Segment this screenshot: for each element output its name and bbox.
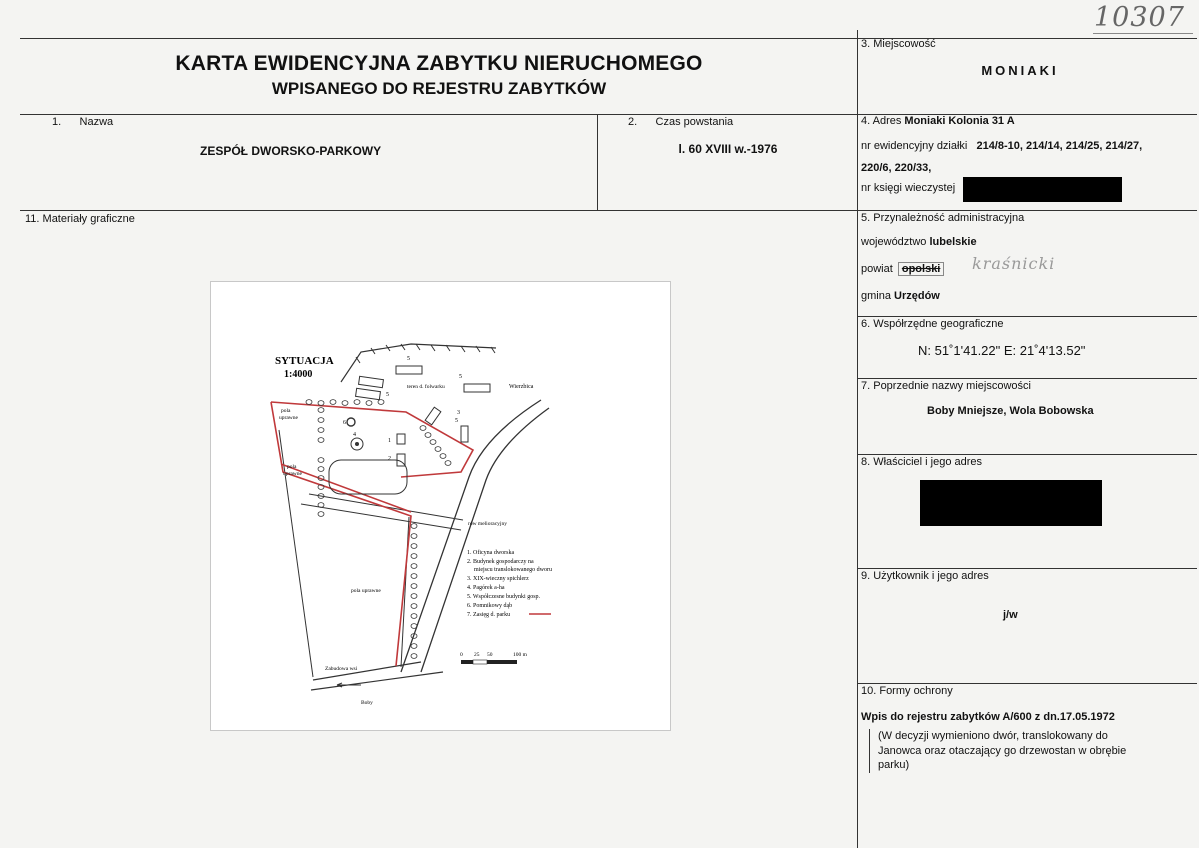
tree-symbol — [378, 400, 384, 405]
rule-r7 — [857, 378, 1197, 379]
commune-row — [861, 290, 940, 302]
tree-symbol — [430, 440, 436, 445]
bldg-num-3: 3 — [457, 410, 460, 416]
card-subtitle: WPISANEGO DO REJESTRU ZABYTKÓW — [271, 79, 607, 98]
label-fields-left-1: pola — [281, 408, 291, 414]
building-5-mid — [356, 388, 381, 399]
tree-symbol — [318, 428, 324, 433]
scalebar-100: 100 m — [513, 652, 527, 658]
field-7-label: 7. Poprzednie nazwy miejscowości — [861, 380, 1031, 392]
county-value: opolski — [901, 263, 941, 275]
tree-symbol — [411, 594, 417, 599]
tree-symbol — [318, 418, 324, 423]
commune-label: gmina — [861, 290, 891, 302]
voivodeship-label: województwo — [861, 236, 927, 248]
field-9-label: 9. Użytkownik i jego adres — [861, 570, 989, 582]
plots-label: nr ewidencyjny działki — [861, 140, 968, 152]
tree-symbol — [318, 467, 324, 472]
scalebar-0: 0 — [460, 652, 463, 658]
field-1-label: 1. Nazwa — [52, 116, 114, 128]
rule-col-2 — [597, 114, 598, 210]
tree-symbol — [445, 461, 451, 466]
legend-item-7: 7. Zasięg d. parku — [467, 612, 511, 618]
tree-symbol — [411, 654, 417, 659]
road-ditch — [301, 494, 463, 530]
former-names-value: Boby Mniejsze, Wola Bobowska — [927, 405, 1094, 417]
protection-note-3: parku) — [878, 759, 910, 771]
tree-symbol — [411, 624, 417, 629]
legend-item-6: 6. Pomnikowy dąb — [467, 603, 513, 609]
map-scale: 1:4000 — [284, 369, 313, 380]
tree-symbol — [318, 408, 324, 413]
bldg-num-5c: 5 — [386, 392, 389, 398]
plots-line-1 — [861, 140, 1142, 152]
scalebar-25: 25 — [474, 652, 480, 658]
building-5-left — [359, 376, 384, 387]
tree-symbol — [318, 512, 324, 517]
building-5-top — [396, 366, 422, 374]
legend-item-2b: miejscu translokowanego dworu — [474, 567, 552, 573]
building-5-east — [461, 426, 468, 442]
tree-symbol — [411, 544, 417, 549]
label-wierzbica: Wierzbica — [509, 384, 534, 390]
land-register-label: nr księgi wieczystej — [861, 182, 956, 194]
tree-symbol — [330, 400, 336, 405]
owner-redaction — [920, 480, 1102, 526]
tree-symbol — [342, 401, 348, 406]
tree-symbol — [411, 554, 417, 559]
field-11-label: 11. Materiały graficzne — [25, 213, 135, 225]
tree-symbol — [411, 534, 417, 539]
protection-value: Wpis do rejestru zabytków A/600 z dn.17.05.1972 — [861, 711, 1115, 723]
legend-item-2: 2. Budynek gospodarczy na — [467, 559, 534, 565]
tree-symbol — [318, 503, 324, 508]
field-10-label: 10. Formy ochrony — [861, 685, 953, 697]
legend-item-4: 4. Pagórek a-ha — [467, 585, 505, 591]
field-3-label: 3. Miejscowość — [861, 38, 936, 50]
tree-symbol — [420, 426, 426, 431]
rule-r6 — [857, 316, 1197, 317]
plots-value-2: 220/6, 220/33, — [861, 162, 932, 174]
tree-symbol — [411, 574, 417, 579]
field-8-label: 8. Właściciel i jego adres — [861, 456, 983, 468]
tree-symbol — [411, 614, 417, 619]
document-number-underline — [1093, 33, 1193, 34]
bldg-num-5d: 5 — [455, 418, 458, 424]
tree-symbol — [354, 400, 360, 405]
protection-note-1: (W decyzji wymieniono dwór, translokowany do — [878, 730, 1108, 742]
bldg-num-2: 2 — [388, 456, 391, 462]
rule-r10 — [857, 683, 1197, 684]
rule-r8 — [857, 454, 1197, 455]
bldg-num-4: 4 — [353, 432, 356, 438]
building-5-right — [464, 384, 490, 392]
field-2-label: 2. Czas powstania — [628, 116, 734, 128]
orchard-block — [329, 460, 407, 494]
voivodeship-row — [861, 236, 977, 248]
scalebar-seg-3 — [487, 660, 517, 664]
scale-bar — [460, 652, 528, 664]
tree-group — [306, 400, 451, 659]
legend-item-1: 1. Oficyna dworska — [467, 550, 515, 556]
tree-symbol — [411, 644, 417, 649]
label-fields-low: pola uprawne — [351, 588, 381, 594]
tree-symbol — [318, 438, 324, 443]
scalebar-seg-2 — [473, 660, 487, 664]
tree-symbol — [411, 564, 417, 569]
field-5-label: 5. Przynależność administracyjna — [861, 212, 1025, 224]
tree-symbol — [440, 454, 446, 459]
monument-name: ZESPÓŁ DWORSKO-PARKOWY — [200, 144, 382, 158]
plots-value-1: 214/8-10, 214/14, 214/25, 214/27, — [976, 140, 1143, 152]
rule-row2 — [20, 210, 1197, 211]
tree-symbol — [318, 401, 324, 406]
park-boundary — [271, 402, 473, 666]
site-plan-map — [210, 281, 671, 731]
tree-symbol — [318, 458, 324, 463]
tree-symbol — [411, 524, 417, 529]
legend-item-5: 5. Współczesne budynki gosp. — [467, 594, 541, 600]
tree-symbol — [306, 400, 312, 405]
county-struck-box — [898, 262, 945, 276]
locality-value: MONIAKI — [981, 63, 1059, 78]
map-title: SYTUACJA — [275, 355, 334, 367]
field-4-label-prefix: 4. Adres — [861, 115, 905, 127]
bldg-num-6: 6 — [343, 420, 346, 426]
label-fields-mid-2: uprawne — [283, 471, 302, 477]
tree-symbol — [435, 447, 441, 452]
protection-note-2: Janowca oraz otaczający go drzewostan w obrębie — [878, 745, 1127, 757]
building-3-granary — [425, 407, 441, 425]
label-farm: teren d. folwarku — [407, 384, 445, 390]
legend-item-3: 3. XIX-wieczny spichlerz — [467, 576, 529, 582]
label-fields-mid-1: pola — [287, 464, 297, 470]
land-register-redaction — [963, 177, 1122, 202]
monument-oak — [347, 418, 355, 426]
user-value: j/w — [1003, 609, 1018, 621]
creation-period: l. 60 XVIII w.-1976 — [678, 142, 778, 156]
field-6-label: 6. Współrzędne geograficzne — [861, 318, 1004, 330]
coordinates-value: N: 51˚1'41.22" E: 21˚4'13.52" — [918, 343, 1086, 358]
building-1-outbuilding — [397, 434, 405, 444]
fence-line — [341, 344, 496, 382]
bldg-num-5b: 5 — [459, 374, 462, 380]
bldg-num-1: 1 — [388, 438, 391, 444]
label-ditch: rów melioracyjny — [468, 521, 507, 527]
rule-r9 — [857, 568, 1197, 569]
rule-top — [20, 38, 1197, 39]
scalebar-seg-1 — [461, 660, 473, 664]
site-plan-svg — [211, 282, 670, 730]
scalebar-50: 50 — [487, 652, 493, 658]
mound-aha-center — [355, 442, 359, 446]
label-village: Zabudowa wsi — [325, 666, 358, 672]
county-label: powiat — [861, 263, 893, 275]
document-number: 10307 — [1094, 2, 1185, 33]
tree-symbol — [411, 604, 417, 609]
bldg-num-5a: 5 — [407, 356, 410, 362]
address-value: Moniaki Kolonia 31 A — [904, 115, 1015, 127]
label-boby: Boby — [361, 700, 373, 706]
county-handwritten-correction: kraśnicki — [972, 254, 1056, 273]
road-side-mid — [401, 517, 409, 667]
label-fields-left-2: uprawne — [279, 415, 298, 421]
tree-symbol — [425, 433, 431, 438]
commune-value: Urzędów — [894, 290, 940, 302]
field-4-label — [861, 115, 1015, 127]
tree-symbol — [366, 401, 372, 406]
rule-row1 — [20, 114, 1197, 115]
card-title: KARTA EWIDENCYJNA ZABYTKU NIERUCHOMEGO — [175, 52, 703, 75]
voivodeship-value: lubelskie — [929, 236, 977, 248]
rule-note-left — [869, 729, 870, 773]
county-row — [861, 262, 944, 276]
tree-symbol — [411, 584, 417, 589]
map-legend — [467, 549, 552, 618]
road-wierzbica-outer — [401, 400, 541, 672]
